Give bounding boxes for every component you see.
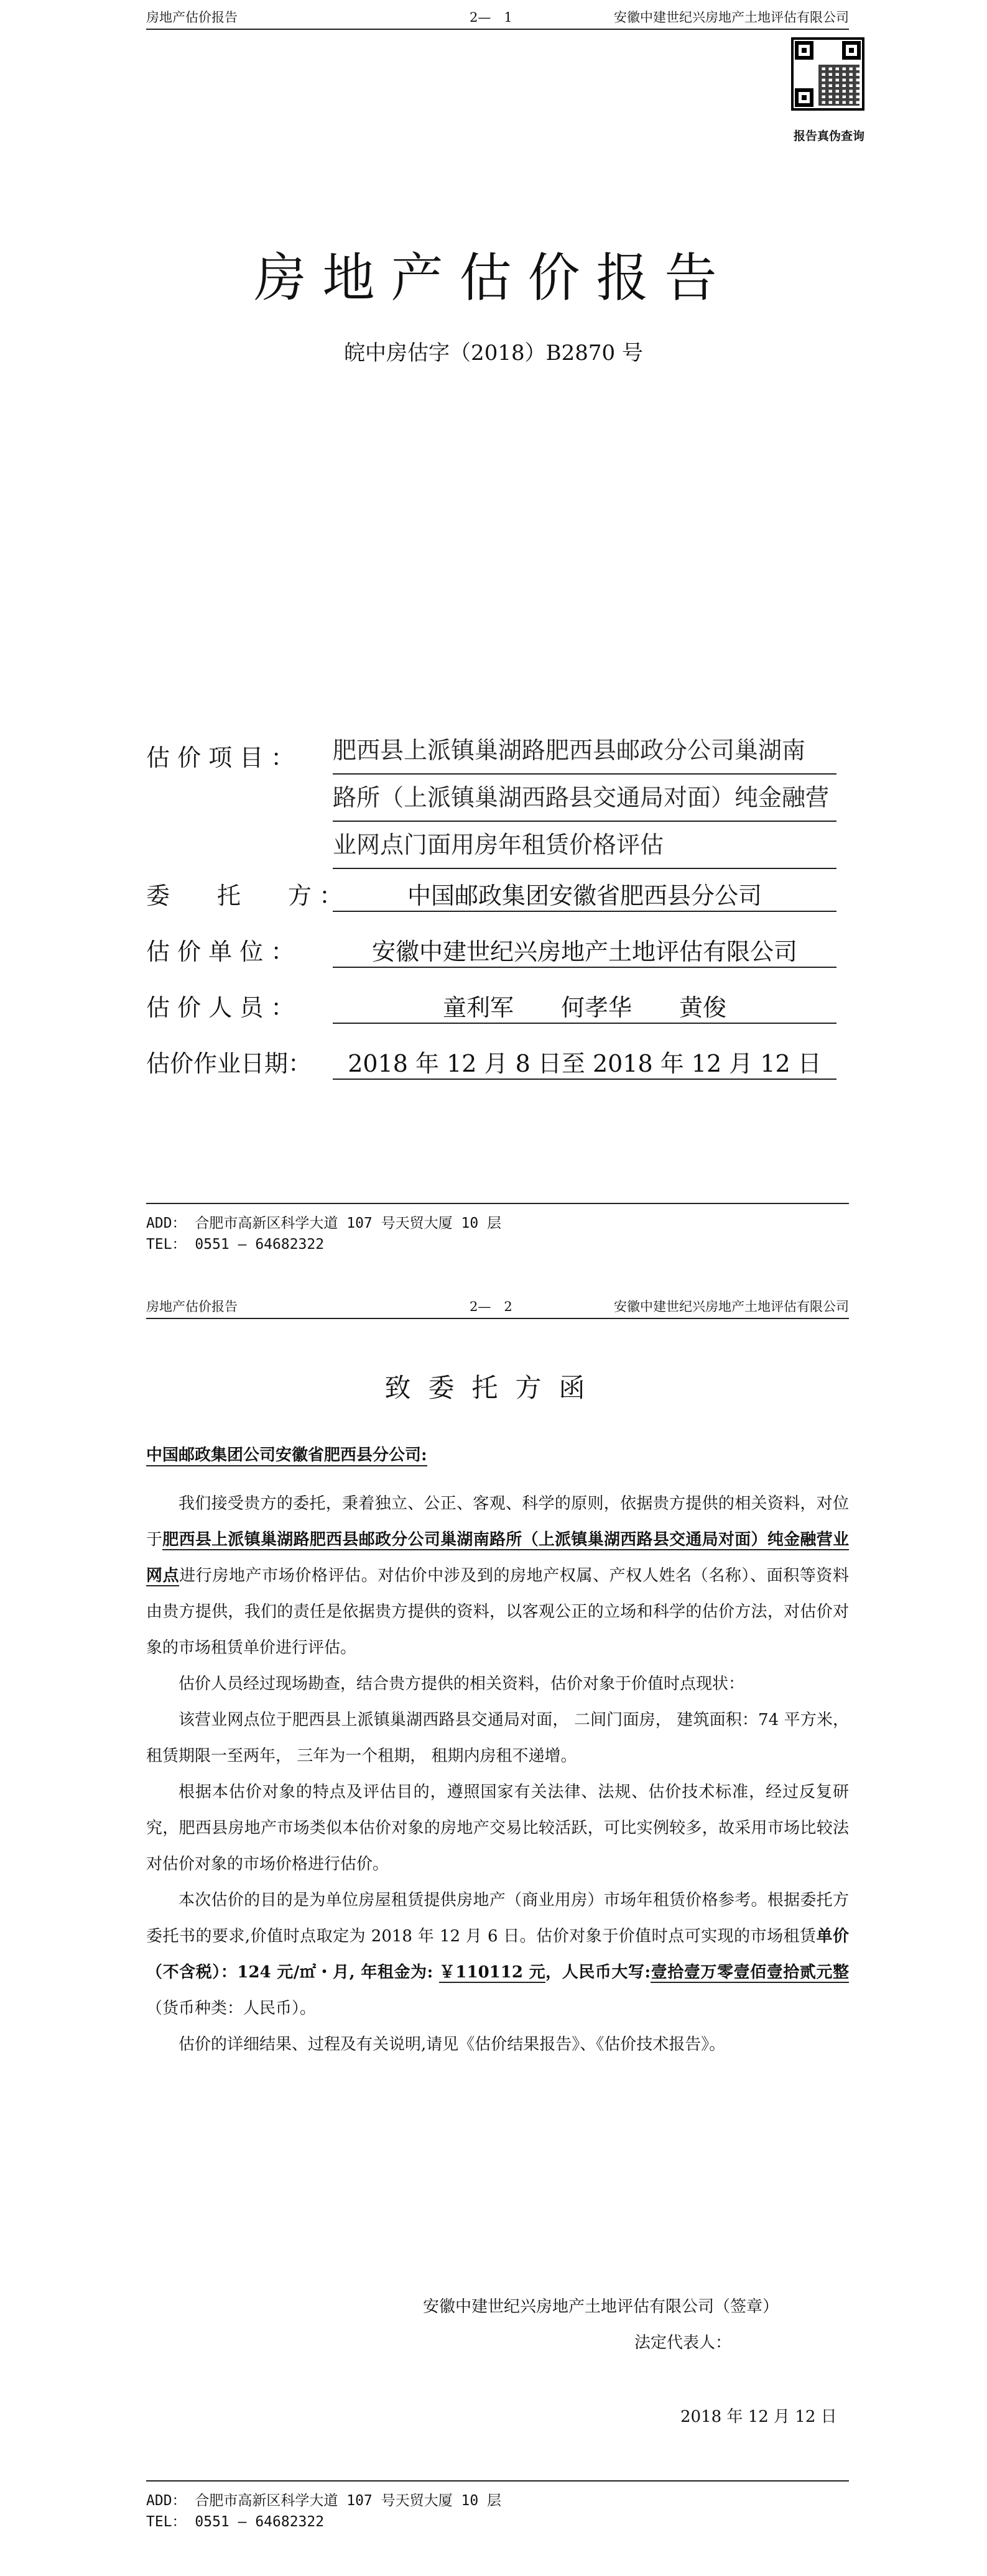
appraiser-row <box>146 932 849 970</box>
project-line-1: 肥西县上派镇巢湖路肥西县邮政分公司巢湖南 <box>333 727 836 775</box>
qr-code-icon[interactable] <box>791 37 864 111</box>
client-label: 委 托 方 ： <box>146 882 343 909</box>
letter-paragraph-4: 根据本估价对象的特点及评估目的，遵照国家有关法律、法规、估价技术标准，经过反复研究，肥西县房地产市场类似本估价对象的房地产交易比较活跃，可比实例较多，故采用市场比较法对估价对象的市场价格进行估价。 <box>146 1783 849 1874</box>
people-label: 估 价 人 员 ： <box>146 994 295 1021</box>
letter-paragraph-2: 估价人员经过现场勘查，结合贵方提供的相关资料，估价对象于价值时点现状： <box>178 1675 745 1693</box>
rent-in-words: 壹拾壹万零壹佰壹拾贰元整 <box>651 1963 849 1982</box>
page-footer <box>146 1203 849 1255</box>
footer-divider <box>146 2480 849 2482</box>
letter-addressee: 中国邮政集团公司安徽省肥西县分公司: <box>146 1442 427 1466</box>
letter-title: 致委托方函 <box>384 1373 603 1403</box>
client-value: 中国邮政集团安徽省肥西县分公司 <box>333 876 836 912</box>
footer-divider <box>146 1203 849 1204</box>
letter-body <box>146 1486 849 2063</box>
page-header <box>146 4 849 30</box>
project-row <box>146 727 849 870</box>
letter-paragraph-3: 该营业网点位于肥西县上派镇巢湖西路县交通局对面， 二间门面房， 建筑面积：74 平方米， 租赁期限一至两年， 三年为一个租期， 租期内房租不递增。 <box>146 1711 849 1765</box>
appraiser-label: 估 价 单 位 ： <box>146 938 295 965</box>
property-name: 肥西县上派镇巢湖路肥西县邮政分公司巢湖南路所（上派镇巢湖西路县交通局对面）纯金融营业网点 <box>146 1530 849 1585</box>
paragraph-text: 我们接受贵方的委托，秉着独立、公正、客观、科学的原则，依据贵方提供的相关资料，对位于 <box>146 1494 849 1549</box>
legal-representative: 法定代表人： <box>634 2334 732 2352</box>
footer-phone: TEL： 0551 — 64682322 <box>146 1236 325 1253</box>
date-label: 估价作业日期： <box>146 1050 312 1077</box>
header-left-text: 房地产估价报告 <box>146 10 238 25</box>
appraiser-value: 安徽中建世纪兴房地产土地评估有限公司 <box>333 932 836 968</box>
rmb-label: ，人民币大写: <box>545 1963 651 1982</box>
report-number: 皖中房估字（2018）B2870 号 <box>344 341 643 366</box>
letter-paragraph-6: 估价的详细结果、过程及有关说明,请见《估价结果报告》、《估价技术报告》。 <box>178 2035 726 2054</box>
signing-date: 2018 年 12 月 12 日 <box>680 2408 837 2426</box>
currency-note: （货币种类：人民币）。 <box>146 1999 317 2018</box>
date-row <box>146 1044 849 1082</box>
header-left-text: 房地产估价报告 <box>146 1299 238 1314</box>
project-line-2: 路所（上派镇巢湖西路县交通局对面）纯金融营 <box>333 775 836 822</box>
paragraph-text: 本次估价的目的是为单位房屋租赁提供房地产（商业用房）市场年租赁价格参考。根据委托方委托书的要求,价值时点取定为 2018 年 12 月 6 日。估价对象于价值时点可实现的市场租赁 <box>146 1891 849 1946</box>
project-line-3: 业网点门面用房年租赁价格评估 <box>333 822 836 869</box>
people-value: 童利军 何孝华 黄俊 <box>333 988 836 1024</box>
footer-address: ADD： 合肥市高新区科学大道 107 号天贸大厦 10 层 <box>146 1215 502 1231</box>
letter-paragraph-1 <box>146 1486 849 1666</box>
date-value: 2018 年 12 月 8 日至 2018 年 12 月 12 日 <box>333 1044 836 1080</box>
page-footer <box>146 2480 849 2532</box>
annual-rent: ￥110112 元 <box>438 1963 546 1982</box>
paragraph-text: 进行房地产市场价格评估。对估价中涉及到的房地产权属、产权人姓名（名称）、面积等资料由贵方提供，我们的责任是依据贵方提供的资料，以客观公正的立场和科学的估价方法，对估价对象的市场租赁单价进行评估。 <box>146 1566 849 1657</box>
letter-paragraph-5 <box>146 1882 849 2026</box>
signing-company: 安徽中建世纪兴房地产土地评估有限公司（签章） <box>423 2298 779 2316</box>
client-row <box>146 876 849 914</box>
footer-phone: TEL： 0551 — 64682322 <box>146 2514 325 2530</box>
project-label: 估 价 项 目 ： <box>146 744 295 771</box>
signature-block <box>423 2294 858 2352</box>
page-header <box>146 1293 849 1319</box>
unit-price: 单价（不含税）：124 元/㎡・月, 年租金为: <box>146 1927 849 1982</box>
qr-caption: 报告真伪查询 <box>793 129 864 143</box>
people-row <box>146 988 849 1026</box>
header-company: 安徽中建世纪兴房地产土地评估有限公司 <box>614 1299 849 1314</box>
header-page-number: 2— 1 <box>470 10 512 25</box>
footer-address: ADD： 合肥市高新区科学大道 107 号天贸大厦 10 层 <box>146 2493 502 2509</box>
project-value <box>333 727 836 869</box>
report-title: 房地产估价报告 <box>254 247 733 308</box>
header-company: 安徽中建世纪兴房地产土地评估有限公司 <box>614 10 849 25</box>
header-page-number: 2— 2 <box>470 1299 512 1314</box>
